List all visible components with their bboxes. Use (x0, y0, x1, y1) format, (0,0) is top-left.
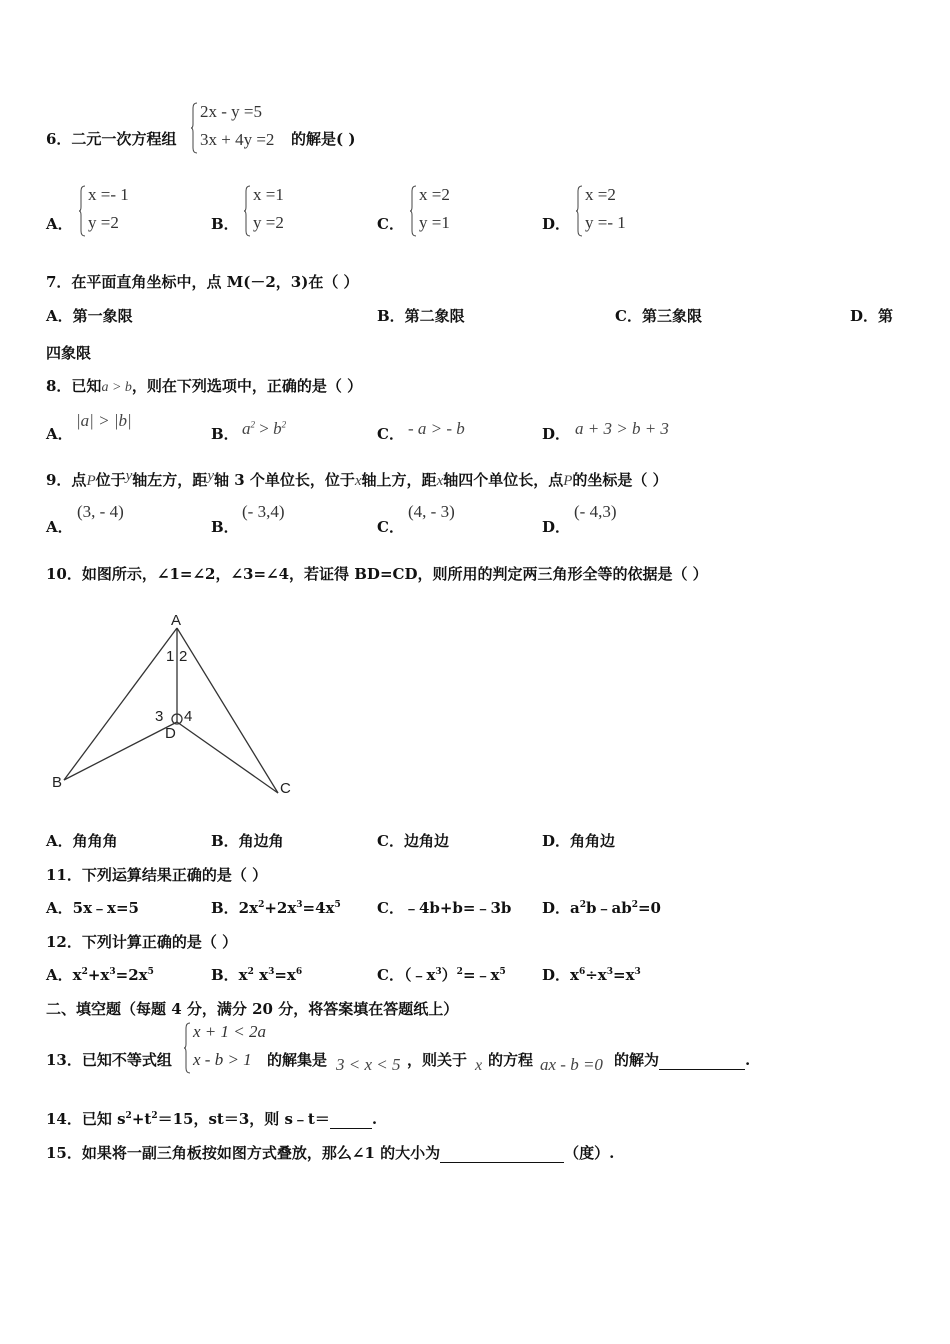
q11-b-t2: +2x (264, 899, 297, 917)
q12-option-b[interactable] (211, 964, 302, 985)
segment-ab (64, 628, 177, 780)
q13-part2: ，则关于 (407, 1051, 468, 1069)
q12-d-t2: ÷x (585, 966, 607, 984)
q6-option-c-system[interactable] (409, 185, 489, 237)
q12-stem: 12．下列计算正确的是（ ） (46, 933, 238, 951)
q9-option-a-label[interactable]: A． (46, 518, 73, 536)
q9-var-y: y (125, 468, 133, 484)
q14-t2: +t (131, 1110, 152, 1128)
vertex-c-label: C (280, 780, 291, 797)
q14-end: . (371, 1110, 378, 1128)
vertex-b-label: B (52, 774, 63, 791)
q12-b-t3: =x (274, 966, 296, 984)
q13-end: . (745, 1051, 751, 1069)
q6-option-d-line1: x =2 (585, 185, 616, 204)
q14-e1: 2 (125, 1111, 132, 1121)
q6-option-d-system[interactable] (575, 185, 655, 237)
q13-ineq2: x - b > 1 (193, 1050, 252, 1069)
q14-e2: 2 (151, 1111, 158, 1121)
brace-icon (183, 1022, 191, 1074)
q9-part1: 9．点 (46, 471, 87, 489)
q13-range: 3 < x < 5 (336, 1055, 401, 1074)
q11-d-e1: 2 (579, 900, 586, 910)
q14-stem (46, 1108, 377, 1129)
q6-equation-system (190, 102, 300, 154)
q9-option-b-value[interactable]: (- 3,4) (242, 502, 285, 521)
q9-option-c-value[interactable]: (4, - 3) (408, 502, 455, 521)
q9-var-p: P (86, 473, 96, 489)
q9-option-a-value[interactable]: (3, - 4) (77, 502, 124, 521)
q12-b-e2: 3 (268, 967, 275, 977)
q11-option-d[interactable] (542, 897, 661, 918)
q12-a-e3: 5 (147, 967, 154, 977)
q13-part4-text: 的解为 (614, 1051, 660, 1069)
q10-option-b[interactable]: B．角边角 (211, 832, 284, 850)
q9-var-x2: x (436, 473, 444, 489)
q12-c-e3: 5 (499, 967, 506, 977)
q8-b-base1: a (242, 419, 251, 438)
q12-c-t2: ） (441, 966, 457, 984)
q15-t1: 15．如果将一副三角板按如图方式叠放，那么∠1 的大小为 (46, 1144, 441, 1162)
q6-suffix: 的解是( ) (291, 130, 356, 148)
q13-part4 (614, 1049, 750, 1070)
brace-icon (78, 185, 86, 237)
q12-c-t3: =﹣x (462, 966, 500, 984)
q12-a-e2: 3 (109, 967, 116, 977)
q9-part2: 位于 (95, 471, 126, 489)
q9-part7: 的坐标是（ ） (572, 471, 668, 489)
brace-icon (409, 185, 417, 237)
q12-a-e1: 2 (81, 967, 88, 977)
q8-option-a-label[interactable]: A． (46, 425, 73, 443)
angle-4-label: 4 (184, 708, 193, 725)
q13-prefix: 13．已知不等式组 (46, 1051, 172, 1069)
q6-option-b-line1: x =1 (253, 185, 284, 204)
q9-option-d-value[interactable]: (- 4,3) (574, 502, 617, 521)
q12-option-d[interactable] (542, 964, 641, 985)
q7-option-c[interactable]: C．第三象限 (615, 307, 702, 325)
q6-option-d-label[interactable]: D． (542, 215, 571, 233)
angle-1-label: 1 (166, 648, 175, 665)
q12-c-t1: C．（﹣x (377, 966, 436, 984)
q9-option-d-label[interactable]: D． (542, 518, 571, 536)
brace-icon (190, 102, 198, 154)
q10-triangle-figure (40, 605, 310, 805)
vertex-d-label: D (165, 725, 176, 742)
q8-option-b-label[interactable]: B． (211, 425, 239, 443)
q12-option-a[interactable] (46, 964, 154, 985)
q8-b-op: > (255, 419, 274, 438)
q6-option-b-system[interactable] (243, 185, 323, 237)
q8-option-d-expr[interactable]: a + 3 > b + 3 (575, 419, 669, 438)
q8-suffix: ，则在下列选项中，正确的是（ ） (131, 377, 363, 395)
q15-end: （度）. (564, 1144, 615, 1162)
q8-b-exp2: 2 (281, 419, 287, 430)
q6-option-a-system[interactable] (78, 185, 158, 237)
q11-b-t3: =4x (302, 899, 335, 917)
q8-stem (46, 375, 362, 396)
q11-option-c[interactable]: C．﹣4b+b=﹣3b (377, 899, 512, 917)
q12-option-c[interactable] (377, 964, 506, 985)
q15-answer-blank[interactable] (440, 1145, 564, 1163)
q13-part1: 的解集是 (267, 1051, 328, 1069)
q7-option-b[interactable]: B．第二象限 (377, 307, 465, 325)
q11-option-b[interactable] (211, 897, 341, 918)
q8-condition: a > b (101, 380, 132, 395)
q9-option-b-label[interactable]: B． (211, 518, 239, 536)
segment-cd (177, 722, 278, 793)
q12-c-e1: 3 (435, 967, 442, 977)
q6-option-c-line1: x =2 (419, 185, 450, 204)
q10-option-a[interactable]: A．角角角 (46, 832, 118, 850)
q12-b-t2: x (253, 966, 269, 984)
vertex-a-label: A (171, 612, 182, 629)
q13-var-x: x (475, 1057, 483, 1074)
q14-t1: 14．已知 s (46, 1110, 126, 1128)
q11-d-t3: =0 (637, 899, 661, 917)
q12-a-t3: =2x (115, 966, 148, 984)
q8-option-c-label[interactable]: C． (377, 425, 404, 443)
q12-a-t2: +x (87, 966, 110, 984)
q6-eq2: 3x + 4y =2 (200, 130, 275, 149)
q8-option-c-expr[interactable]: - a > - b (408, 419, 465, 438)
q12-d-e1: 6 (578, 967, 586, 977)
q9-part3: 轴左方，距 (132, 471, 208, 489)
q8-b-exp1: 2 (250, 419, 255, 430)
q9-part4: 轴 3 个单位长，位于 (213, 471, 355, 489)
q13-inequality-system (183, 1022, 273, 1074)
q11-d-t2: b﹣ab (586, 899, 632, 917)
q6-prefix: 6．二元一次方程组 (46, 130, 177, 148)
q12-d-t1: D．x (542, 966, 579, 984)
q6-option-b-line2: y =2 (253, 213, 284, 232)
q6-eq1: 2x - y =5 (200, 102, 262, 121)
q7-option-d[interactable]: D．第 (850, 307, 894, 325)
q9-part6: 轴四个单位长，点 (443, 471, 564, 489)
q9-var-y2: y (207, 468, 214, 484)
q12-d-e3: 3 (634, 967, 641, 977)
q11-stem: 11．下列运算结果正确的是（ ） (46, 866, 268, 884)
q12-b-t1: B．x (211, 966, 248, 984)
q7-stem: 7．在平面直角坐标中，点 M(－2，3)在（ ） (46, 273, 359, 291)
q7-option-d-continued[interactable]: 四象限 (46, 344, 92, 362)
q11-option-a[interactable]: A．5x﹣x=5 (46, 899, 139, 917)
q15-stem (46, 1142, 614, 1163)
q6-option-d-line2: y =- 1 (585, 213, 626, 232)
q11-b-e3: 5 (334, 900, 341, 910)
q13-answer-blank[interactable] (659, 1052, 745, 1070)
q12-c-e2: 2 (456, 967, 463, 977)
angle-3-label: 3 (155, 708, 164, 725)
q13-ineq1: x + 1 < 2a (193, 1022, 266, 1041)
brace-icon (243, 185, 251, 237)
q6-option-b-label[interactable]: B． (211, 215, 239, 233)
q9-option-c-label[interactable]: C． (377, 518, 404, 536)
q14-t3: ＝15，st＝3，则 s﹣t＝ (157, 1110, 330, 1128)
q12-b-e3: 6 (295, 967, 303, 977)
q12-d-e2: 3 (606, 967, 613, 977)
angle-2-label: 2 (179, 648, 188, 665)
q9-part5: 轴上方，距 (361, 471, 437, 489)
q8-option-d-label[interactable]: D． (542, 425, 571, 443)
brace-icon (575, 185, 583, 237)
q14-answer-blank[interactable] (330, 1111, 372, 1129)
q8-option-a-expr[interactable]: |a| > |b| (76, 411, 132, 430)
q10-option-c[interactable]: C．边角边 (377, 832, 449, 850)
q6-option-a-line2: y =2 (88, 213, 119, 232)
q12-a-t1: A．x (46, 966, 82, 984)
q10-stem: 10．如图所示，∠1=∠2，∠3=∠4，若证得 BD=CD，则所用的判定两三角形全等的依据是（ ） (46, 565, 708, 583)
q11-b-t1: B．2x (211, 899, 259, 917)
q6-option-a-line1: x =- 1 (88, 185, 129, 204)
q11-b-e1: 2 (258, 900, 265, 910)
q11-b-e2: 3 (296, 900, 303, 910)
q7-option-a[interactable]: A．第一象限 (46, 307, 133, 325)
q11-d-t1: D．a (542, 899, 580, 917)
q6-option-c-label[interactable]: C． (377, 215, 404, 233)
q8-prefix: 8．已知 (46, 377, 102, 395)
q12-b-e1: 2 (247, 967, 254, 977)
segment-bd (64, 722, 177, 780)
q6-option-c-line2: y =1 (419, 213, 450, 232)
q9-stem (46, 469, 668, 490)
section-2-heading: 二、填空题（每题 4 分，满分 20 分，将答案填在答题纸上） (46, 1000, 459, 1018)
q13-equation: ax - b =0 (540, 1055, 603, 1074)
q8-option-b-expr[interactable] (242, 419, 286, 439)
q8-b-base2: b (273, 419, 282, 438)
q12-d-t3: =x (613, 966, 635, 984)
q9-var-x: x (354, 473, 362, 489)
q11-d-e2: 2 (631, 900, 638, 910)
q10-option-d[interactable]: D．角角边 (542, 832, 616, 850)
q6-option-a-label[interactable]: A． (46, 215, 73, 233)
q9-var-p2: P (563, 473, 573, 489)
q13-part3: 的方程 (488, 1051, 534, 1069)
